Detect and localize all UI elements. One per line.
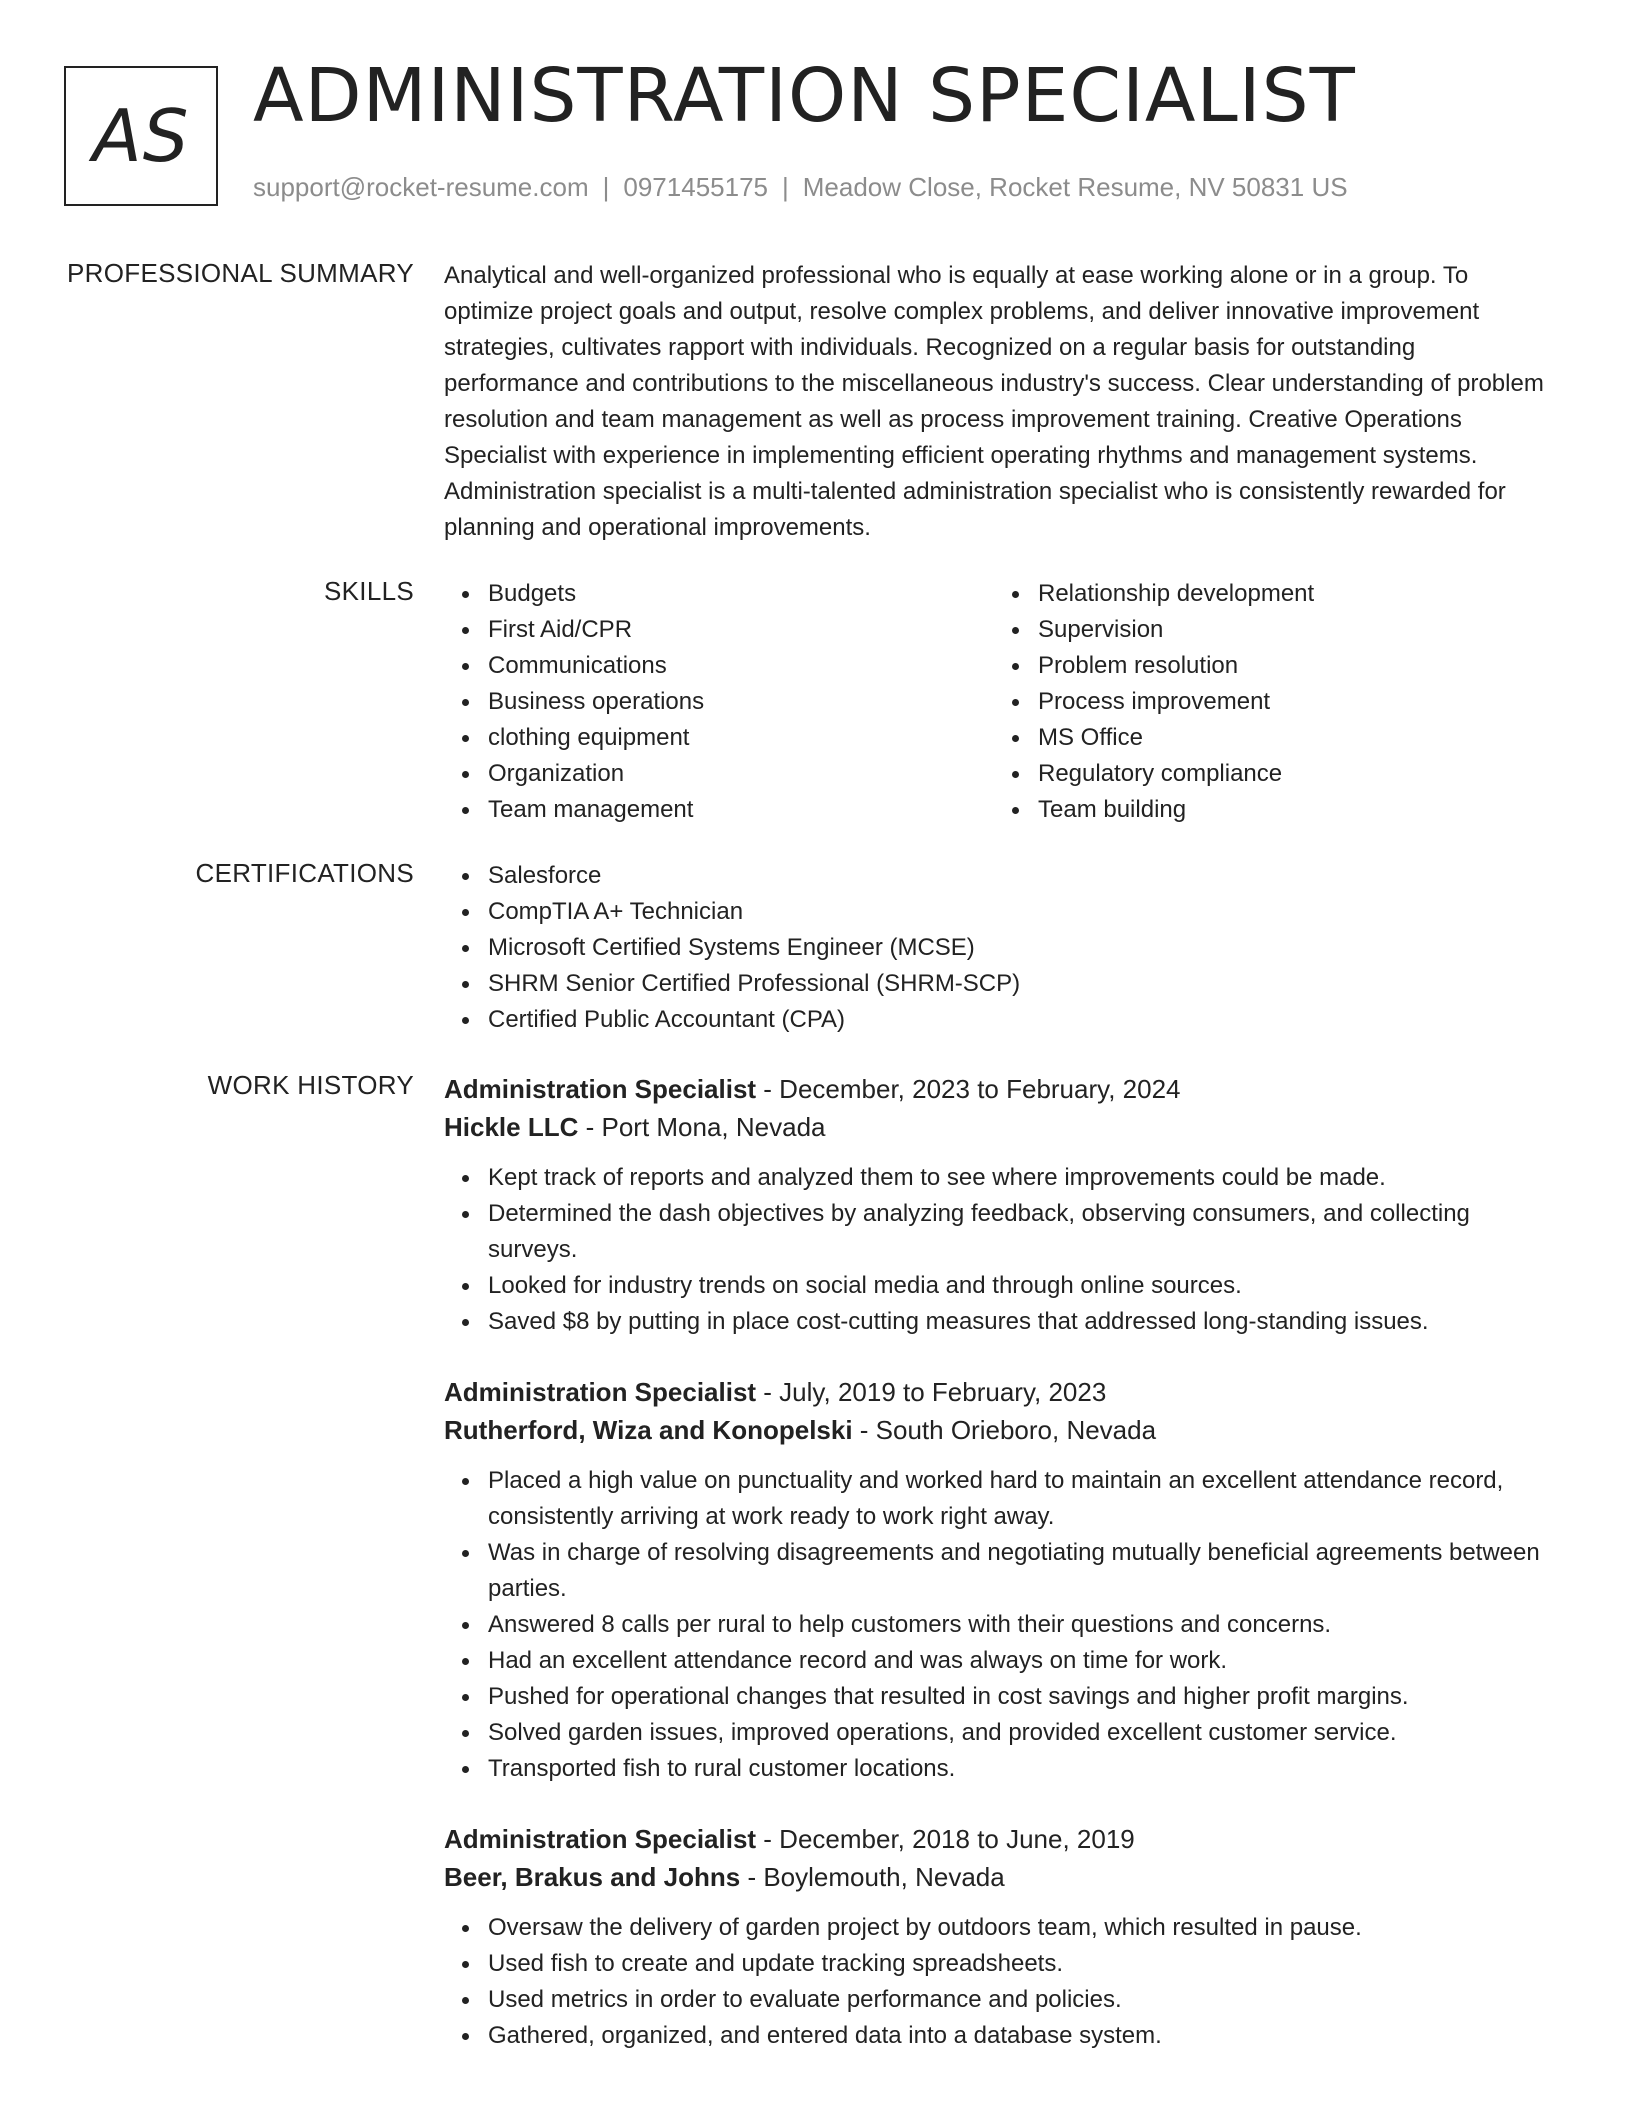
- list-item: Microsoft Certified Systems Engineer (MCSE): [488, 930, 1544, 966]
- job-company: Rutherford, Wiza and Konopelski: [444, 1415, 853, 1445]
- list-item: MS Office: [1038, 720, 1544, 756]
- list-item: Placed a high value on punctuality and worked hard to maintain an excellent attendance record, consistently arriving at work ready to work right away.: [488, 1463, 1544, 1535]
- summary-body: [444, 258, 1544, 546]
- list-item: clothing equipment: [488, 720, 994, 756]
- job-location: - Boylemouth, Nevada: [740, 1862, 1005, 1892]
- job-company-line: [444, 1411, 1544, 1449]
- monogram-logo: AS: [64, 66, 218, 206]
- list-item: Regulatory compliance: [1038, 756, 1544, 792]
- job-dates: - December, 2018 to June, 2019: [756, 1824, 1135, 1854]
- list-item: Budgets: [488, 576, 994, 612]
- list-item: Answered 8 calls per rural to help customers with their questions and concerns.: [488, 1607, 1544, 1643]
- section-heading: SKILLS: [324, 576, 414, 606]
- job-company-line: [444, 1108, 1544, 1146]
- list-item: Used metrics in order to evaluate performance and policies.: [488, 1982, 1544, 2018]
- list-item: Pushed for operational changes that resulted in cost savings and higher profit margins.: [488, 1679, 1544, 1715]
- job-bullets: [444, 1463, 1544, 1787]
- contact-line: [253, 172, 1348, 203]
- list-item: Saved $8 by putting in place cost-cutting measures that addressed long-standing issues.: [488, 1304, 1544, 1340]
- contact-email: support@rocket-resume.com: [253, 172, 589, 202]
- list-item: CompTIA A+ Technician: [488, 894, 1544, 930]
- list-item: Communications: [488, 648, 994, 684]
- contact-phone: 0971455175: [623, 172, 768, 202]
- job-company: Beer, Brakus and Johns: [444, 1862, 741, 1892]
- job-entry: [444, 1820, 1544, 2054]
- list-item: Team building: [1038, 792, 1544, 828]
- job-dates: - July, 2019 to February, 2023: [756, 1377, 1107, 1407]
- page-title: ADMINISTRATION SPECIALIST: [253, 53, 1356, 139]
- list-item: Salesforce: [488, 858, 1544, 894]
- certifications-list: [444, 858, 1544, 1038]
- contact-separator: |: [782, 172, 789, 202]
- job-title: Administration Specialist: [444, 1824, 757, 1854]
- list-item: Problem resolution: [1038, 648, 1544, 684]
- section-heading: WORK HISTORY: [207, 1070, 414, 1100]
- list-item: Had an excellent attendance record and was always on time for work.: [488, 1643, 1544, 1679]
- skills-body: [444, 576, 1544, 828]
- list-item: Solved garden issues, improved operations, and provided excellent customer service.: [488, 1715, 1544, 1751]
- list-item: First Aid/CPR: [488, 612, 994, 648]
- skills-list-left: [444, 576, 994, 828]
- list-item: Was in charge of resolving disagreements and negotiating mutually beneficial agreements between parties.: [488, 1535, 1544, 1607]
- job-location: - South Orieboro, Nevada: [852, 1415, 1157, 1445]
- job-location: - Port Mona, Nevada: [578, 1112, 826, 1142]
- list-item: Business operations: [488, 684, 994, 720]
- job-bullets: [444, 1910, 1544, 2054]
- section-heading: PROFESSIONAL SUMMARY: [67, 258, 414, 288]
- list-item: Kept track of reports and analyzed them to see where improvements could be made.: [488, 1160, 1544, 1196]
- job-company-line: [444, 1858, 1544, 1896]
- skills-list-right: [994, 576, 1544, 828]
- list-item: Transported fish to rural customer locations.: [488, 1751, 1544, 1787]
- list-item: Relationship development: [1038, 576, 1544, 612]
- list-item: Team management: [488, 792, 994, 828]
- section-heading: CERTIFICATIONS: [195, 858, 414, 888]
- job-title: Administration Specialist: [444, 1377, 757, 1407]
- list-item: Certified Public Accountant (CPA): [488, 1002, 1544, 1038]
- list-item: Gathered, organized, and entered data into a database system.: [488, 2018, 1544, 2054]
- list-item: Determined the dash objectives by analyzing feedback, observing consumers, and collecting surveys.: [488, 1196, 1544, 1268]
- certifications-body: [444, 858, 1544, 1038]
- job-dates: - December, 2023 to February, 2024: [756, 1074, 1181, 1104]
- job-bullets: [444, 1160, 1544, 1340]
- list-item: Process improvement: [1038, 684, 1544, 720]
- job-entry: [444, 1070, 1544, 1340]
- list-item: Supervision: [1038, 612, 1544, 648]
- contact-address: Meadow Close, Rocket Resume, NV 50831 US: [802, 172, 1348, 202]
- job-title-line: [444, 1373, 1544, 1411]
- job-title-line: [444, 1070, 1544, 1108]
- list-item: Looked for industry trends on social media and through online sources.: [488, 1268, 1544, 1304]
- job-company: Hickle LLC: [444, 1112, 579, 1142]
- contact-separator: |: [602, 172, 610, 202]
- job-title-line: [444, 1820, 1544, 1858]
- job-entry: [444, 1373, 1544, 1787]
- job-title: Administration Specialist: [444, 1074, 757, 1104]
- list-item: Used fish to create and update tracking spreadsheets.: [488, 1946, 1544, 1982]
- list-item: SHRM Senior Certified Professional (SHRM-SCP): [488, 966, 1544, 1002]
- list-item: Organization: [488, 756, 994, 792]
- summary-text: Analytical and well-organized professional who is equally at ease working alone or in a group. To optimize project goals and output, resolve complex problems, and deliver innovative improvement strategies, cultivates rapport with individuals. Recognized on a regular basis for outstanding performance and contributions to the miscellaneous industry's success. Clear understanding of problem resolution and team management as well as process improvement training. Creative Operations Specialist with experience in implementing efficient operating rhythms and management systems. Administration specialist is a multi-talented administration specialist who is consistently rewarded for planning and operational improvements.: [444, 262, 1544, 541]
- list-item: Oversaw the delivery of garden project by outdoors team, which resulted in pause.: [488, 1910, 1544, 1946]
